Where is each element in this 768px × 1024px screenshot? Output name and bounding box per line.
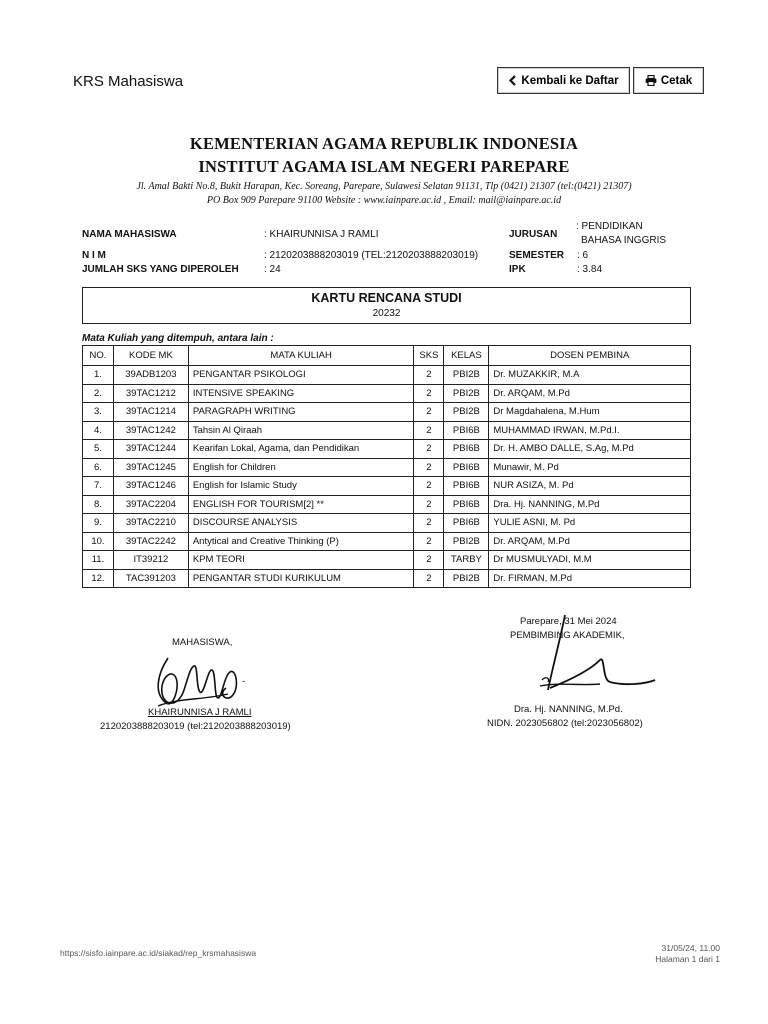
- table-row: [83, 384, 691, 403]
- cell-mata-kuliah: Kearifan Lokal, Agama, dan Pendidikan: [188, 440, 414, 459]
- table-header-row: [83, 346, 691, 366]
- cell-mata-kuliah: INTENSIVE SPEAKING: [188, 384, 414, 403]
- cell-kelas: PBI6B: [444, 440, 489, 459]
- cell-no: 9.: [83, 514, 114, 533]
- cell-kode-mk: TAC391203: [113, 569, 188, 588]
- header-kelas: KELAS: [444, 346, 489, 366]
- cell-kode-mk: 39TAC1242: [113, 421, 188, 440]
- table-row: [83, 495, 691, 514]
- footer-url: https://sisfo.iainpare.ac.id/siakad/rep_krsmahasiswa: [60, 948, 257, 958]
- cell-no: 11.: [83, 551, 114, 570]
- advisor-role: PEMBIMBING AKADEMIK,: [510, 630, 625, 641]
- cell-sks: 2: [414, 403, 444, 422]
- krs-title-box: [82, 287, 691, 324]
- total-sks-label: JUMLAH SKS YANG DIPEROLEH: [82, 264, 239, 275]
- table-row: [83, 514, 691, 533]
- place-date: Parepare, 31 Mei 2024: [520, 616, 617, 627]
- cell-dosen: Dr. MUZAKKIR, M.A: [489, 366, 691, 385]
- courses-table: [82, 345, 691, 588]
- cell-dosen: Munawir, M. Pd: [489, 458, 691, 477]
- cell-kode-mk: IT39212: [113, 551, 188, 570]
- cell-dosen: Dr MUSMULYADI, M.M: [489, 551, 691, 570]
- institute-address: Jl. Amal Bakti No.8, Bukit Harapan, Kec. Soreang, Parepare, Sulawesi Selatan 91131, Tlp (0421) 21307 (tel:(0421) 21307): [136, 181, 632, 192]
- cell-kode-mk: 39TAC2210: [113, 514, 188, 533]
- cell-mata-kuliah: PARAGRAPH WRITING: [188, 403, 414, 422]
- print-label: Cetak: [660, 74, 693, 87]
- jurusan-value: : PENDIDIKAN: [576, 221, 643, 232]
- cell-mata-kuliah: KPM TEORI: [188, 551, 414, 570]
- student-id: 2120203888203019 (tel:2120203888203019): [100, 721, 291, 732]
- cell-kelas: PBI2B: [444, 569, 489, 588]
- ministry-heading: KEMENTERIAN AGAMA REPUBLIK INDONESIA: [189, 134, 579, 153]
- cell-kode-mk: 39TAC1244: [113, 440, 188, 459]
- cell-no: 8.: [83, 495, 114, 514]
- cell-mata-kuliah: ENGLISH FOR TOURISM[2] **: [188, 495, 414, 514]
- cell-mata-kuliah: PENGANTAR PSIKOLOGI: [188, 366, 414, 385]
- cell-no: 2.: [83, 384, 114, 403]
- cell-sks: 2: [414, 384, 444, 403]
- semester-value: : 6: [577, 250, 589, 261]
- cell-kelas: PBI6B: [444, 514, 489, 533]
- ipk-value: : 3.84: [577, 264, 603, 275]
- page-title: KRS Mahasiswa: [73, 73, 184, 90]
- cell-sks: 2: [414, 551, 444, 570]
- header-dosen-pembina: DOSEN PEMBINA: [489, 346, 691, 366]
- cell-no: 10.: [83, 532, 114, 551]
- institute-heading: INSTITUT AGAMA ISLAM NEGERI PAREPARE: [198, 157, 570, 176]
- total-sks-value: : 24: [264, 264, 281, 275]
- back-to-list-label: Kembali ke Daftar: [521, 74, 619, 87]
- krs-title: KARTU RENCANA STUDI: [311, 291, 462, 305]
- cell-kode-mk: 39TAC1245: [113, 458, 188, 477]
- cell-kelas: PBI6B: [444, 477, 489, 496]
- cell-no: 5.: [83, 440, 114, 459]
- cell-kode-mk: 39TAC1212: [113, 384, 188, 403]
- cell-mata-kuliah: English for Islamic Study: [188, 477, 414, 496]
- cell-dosen: Dr. H. AMBO DALLE, S.Ag, M.Pd: [489, 440, 691, 459]
- cell-kelas: TARBY: [444, 551, 489, 570]
- cell-no: 3.: [83, 403, 114, 422]
- krs-semester-code: 20232: [372, 308, 401, 319]
- cell-kode-mk: 39ADB1203: [113, 366, 188, 385]
- nim-label: N I M: [82, 250, 106, 261]
- cell-kelas: PBI2B: [444, 366, 489, 385]
- cell-mata-kuliah: Antytical and Creative Thinking (P): [188, 532, 414, 551]
- cell-kode-mk: 39TAC2204: [113, 495, 188, 514]
- cell-mata-kuliah: Tahsin Al Qiraah: [188, 421, 414, 440]
- cell-kelas: PBI6B: [444, 458, 489, 477]
- back-to-list-button[interactable]: [497, 67, 630, 94]
- cell-kode-mk: 39TAC2242: [113, 532, 188, 551]
- cell-sks: 2: [414, 421, 444, 440]
- table-row: [83, 403, 691, 422]
- cell-sks: 2: [414, 458, 444, 477]
- cell-sks: 2: [414, 569, 444, 588]
- print-button[interactable]: [633, 67, 704, 94]
- table-row: [83, 421, 691, 440]
- cell-kode-mk: 39TAC1214: [113, 403, 188, 422]
- jurusan-label: JURUSAN: [509, 229, 558, 240]
- table-row: [83, 551, 691, 570]
- cell-no: 4.: [83, 421, 114, 440]
- cell-dosen: Dr. ARQAM, M.Pd: [489, 384, 691, 403]
- cell-kelas: PBI6B: [444, 495, 489, 514]
- cell-sks: 2: [414, 477, 444, 496]
- table-row: [83, 366, 691, 385]
- student-name-label: NAMA MAHASISWA: [82, 229, 177, 240]
- cell-kode-mk: 39TAC1246: [113, 477, 188, 496]
- cell-dosen: Dr Magdahalena, M.Hum: [489, 403, 691, 422]
- cell-dosen: Dr. ARQAM, M.Pd: [489, 532, 691, 551]
- cell-no: 7.: [83, 477, 114, 496]
- institute-contact: PO Box 909 Parepare 91100 Website : www.iainpare.ac.id , Email: mail@iainpare.ac.id: [206, 195, 562, 206]
- advisor-id: NIDN. 2023056802 (tel:2023056802): [487, 718, 643, 729]
- semester-label: SEMESTER: [509, 250, 565, 261]
- advisor-signature: [510, 610, 660, 705]
- cell-no: 6.: [83, 458, 114, 477]
- cell-sks: 2: [414, 532, 444, 551]
- footer-page: Halaman 1 dari 1: [655, 954, 720, 964]
- cell-dosen: YULIE ASNI, M. Pd: [489, 514, 691, 533]
- cell-sks: 2: [414, 514, 444, 533]
- signature-dash: -: [242, 676, 246, 687]
- cell-no: 1.: [83, 366, 114, 385]
- student-name-value: : KHAIRUNNISA J RAMLI: [264, 229, 379, 240]
- courses-intro: Mata Kuliah yang ditempuh, antara lain :: [82, 333, 274, 344]
- cell-kelas: PBI6B: [444, 421, 489, 440]
- cell-mata-kuliah: English for Children: [188, 458, 414, 477]
- jurusan-value-line2: BAHASA INGGRIS: [581, 235, 667, 246]
- advisor-name: Dra. Hj. NANNING, M.Pd.: [514, 704, 623, 715]
- cell-no: 12.: [83, 569, 114, 588]
- nim-value: : 2120203888203019 (TEL:2120203888203019): [264, 250, 479, 261]
- header-no: NO.: [83, 346, 114, 366]
- table-row: [83, 477, 691, 496]
- chevron-left-icon: [508, 75, 517, 86]
- header-kode-mk: KODE MK: [113, 346, 188, 366]
- student-name: KHAIRUNNISA J RAMLI: [148, 707, 252, 718]
- table-row: [83, 458, 691, 477]
- cell-sks: 2: [414, 440, 444, 459]
- cell-sks: 2: [414, 366, 444, 385]
- cell-dosen: NUR ASIZA, M. Pd: [489, 477, 691, 496]
- printer-icon: [645, 75, 657, 86]
- cell-mata-kuliah: PENGANTAR STUDI KURIKULUM: [188, 569, 414, 588]
- header-sks: SKS: [414, 346, 444, 366]
- ipk-label: IPK: [509, 264, 526, 275]
- cell-dosen: MUHAMMAD IRWAN, M.Pd.I.: [489, 421, 691, 440]
- table-row: [83, 569, 691, 588]
- cell-dosen: Dra. Hj. NANNING, M.Pd: [489, 495, 691, 514]
- student-role: MAHASISWA,: [172, 637, 233, 648]
- cell-kelas: PBI2B: [444, 403, 489, 422]
- cell-kelas: PBI2B: [444, 384, 489, 403]
- cell-dosen: Dr. FIRMAN, M.Pd: [489, 569, 691, 588]
- table-row: [83, 440, 691, 459]
- cell-sks: 2: [414, 495, 444, 514]
- cell-kelas: PBI2B: [444, 532, 489, 551]
- cell-mata-kuliah: DISCOURSE ANALYSIS: [188, 514, 414, 533]
- table-row: [83, 532, 691, 551]
- header-mata-kuliah: MATA KULIAH: [188, 346, 414, 366]
- footer-datetime: 31/05/24, 11.00: [661, 943, 720, 953]
